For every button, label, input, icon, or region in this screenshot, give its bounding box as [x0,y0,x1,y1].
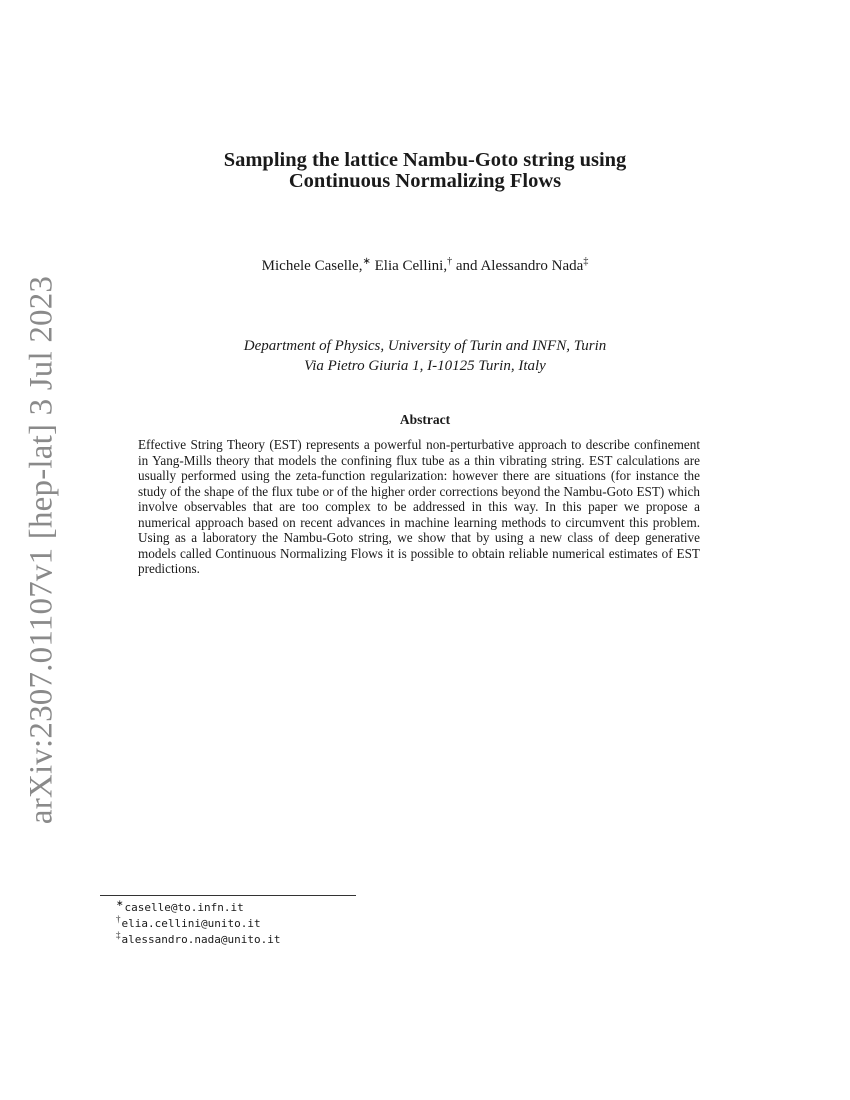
footnote-item [116,932,280,948]
arxiv-identifier: arXiv:2307.01107v1 [hep-lat] 3 Jul 2023 [23,275,60,825]
footnote-email[interactable]: caselle@to.infn.it [124,901,244,914]
paper-title [0,150,850,192]
author-name: and Alessandro Nada [455,258,584,274]
footnote-mark: ∗ [116,898,124,909]
affiliation-line-1: Department of Physics, University of Turin and INFN, Turin [243,338,607,354]
affiliation-line-2: Via Pietro Giuria 1, I-10125 Turin, Italy [304,358,546,374]
author-footnote-mark: ∗ [362,256,371,267]
author-footnote-mark: ‡ [583,256,589,267]
footnote-mark: ‡ [116,930,121,941]
footnote-email[interactable]: elia.cellini@unito.it [121,917,261,930]
author-list [0,258,850,275]
footnote-mark: † [116,914,121,925]
abstract-text: Effective String Theory (EST) represents a powerful non-perturbative approach to describe confinement in Yang-Mills theory that models the confining flux tube as a thin vibrating string. EST calculations are usually performed using the zeta-function regularization: however there are situations (for instance the study of the shape of the flux tube or of the higher order corrections beyond the Nambu-Goto EST) which involve observables that are too complex to be addressed in this way. In this paper we propose a numerical approach based on recent advances in machine learning methods to circumvent this problem. Using as a laboratory the Nambu-Goto string, we show that by using a new class of deep generative models called Continuous Normalizing Flows it is possible to obtain reliable numerical estimates of EST predictions. [138,437,700,576]
affiliation [0,336,850,376]
title-line-1: Sampling the lattice Nambu-Goto string using [223,149,627,171]
abstract-heading: Abstract [399,412,451,427]
footnote-email[interactable]: alessandro.nada@unito.it [121,933,281,946]
title-line-2: Continuous Normalizing Flows [288,170,562,192]
author-name: Michele Caselle, [261,258,363,274]
footnote-item [116,916,280,932]
footnote-item [116,900,280,916]
author-footnote-mark: † [447,256,453,267]
footnote-divider [100,895,356,896]
author-name: Elia Cellini, [374,258,448,274]
footnotes [116,900,280,948]
